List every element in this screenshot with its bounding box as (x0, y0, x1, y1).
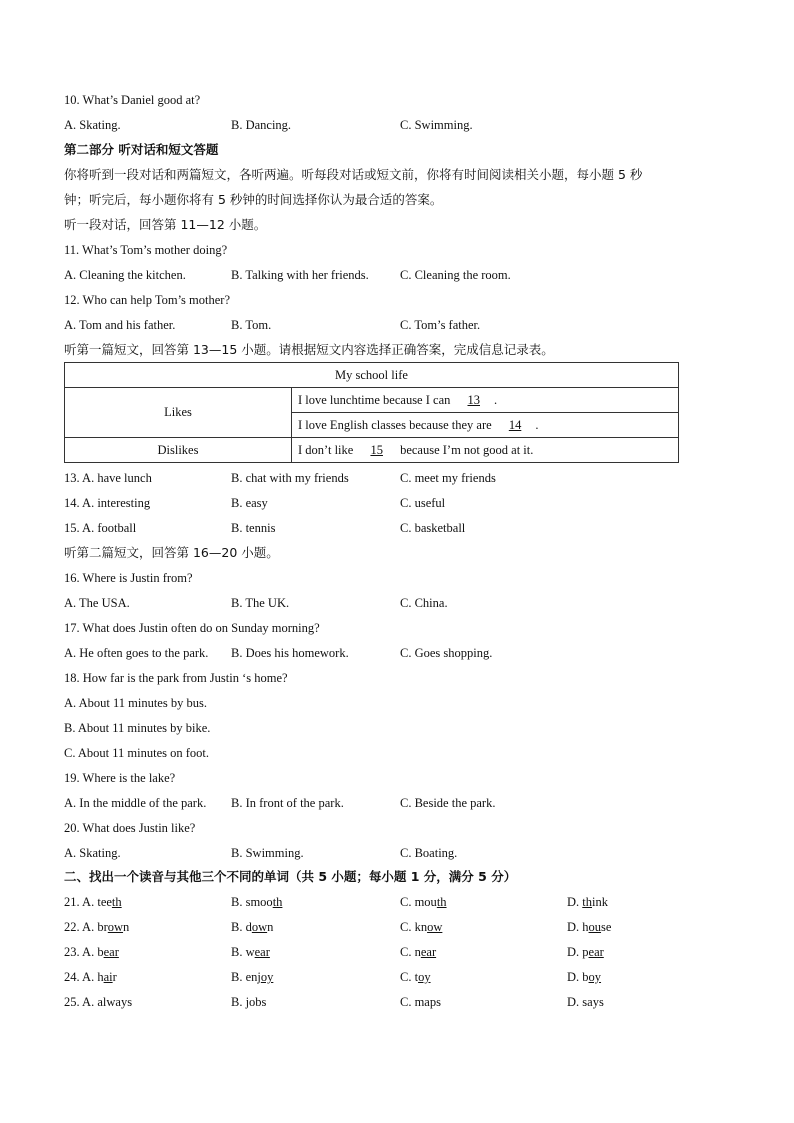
phonics-option-d (567, 994, 604, 1010)
section-heading: 第二部分 听对话和短文答题 (64, 142, 219, 157)
word-part: h (97, 970, 104, 984)
word-part: D. h (567, 920, 589, 934)
option-a: A. About 11 minutes by bus. (64, 696, 207, 710)
option-a: A. Skating. (64, 846, 121, 860)
word-part: n (267, 920, 274, 934)
question-stem: 17. What does Justin often do on Sunday morning? (64, 621, 320, 635)
question-stem: 20. What does Justin like? (64, 821, 196, 835)
phonics-option-a (64, 969, 117, 985)
underlined-letters: th (436, 895, 447, 909)
word-part: D. b (567, 970, 589, 984)
underlined-letters: oy (418, 970, 431, 984)
dislikes-label: Dislikes (65, 438, 292, 463)
option-b: B. Swimming. (231, 846, 304, 860)
option-b: B. easy (231, 496, 268, 510)
underlined-letters: th (111, 895, 122, 909)
phonics-option-a (64, 994, 132, 1010)
question-number: 23. A. (64, 945, 98, 959)
underlined-letters: ow (251, 920, 268, 934)
option-b: B. About 11 minutes by bike. (64, 721, 211, 735)
option-b: B. Tom. (231, 318, 272, 332)
passage2-intro: 听第二篇短文，回答第 16—20 小题。 (64, 545, 279, 560)
phonics-option-d (567, 969, 601, 985)
instructions-line-2: 钟；听完后，每小题你将有 5 秒钟的时间选择你认为最合适的答案。 (64, 192, 443, 207)
option-c: C. Beside the park. (400, 796, 496, 810)
phonics-option-a (64, 919, 129, 935)
phonics-option-c (400, 994, 441, 1010)
underlined-letters: ear (103, 945, 119, 959)
option-c: C. Tom’s father. (400, 318, 481, 332)
option-a: A. Cleaning the kitchen. (64, 268, 186, 282)
option-b: B. In front of the park. (231, 796, 344, 810)
underlined-letters: oy (588, 970, 602, 984)
phonics-option-c (400, 894, 447, 910)
question-stem: 19. Where is the lake? (64, 771, 176, 785)
option-c: C. Swimming. (400, 118, 473, 132)
word-part: b (97, 945, 104, 959)
word-part: ink (592, 895, 608, 909)
word-part: tee (97, 895, 112, 909)
option-c: C. About 11 minutes on foot. (64, 746, 210, 760)
question-number: 24. A. (64, 970, 98, 984)
underlined-letters: ow (107, 920, 124, 934)
underlined-letters: ear (420, 945, 437, 959)
underlined-letters: ear (254, 945, 270, 959)
option-c: C. meet my friends (400, 471, 496, 485)
phonics-option-b (231, 994, 266, 1010)
word-part: r (112, 970, 117, 984)
answer-blank-14[interactable]: 14 (508, 417, 522, 432)
word-part: C. mou (400, 895, 437, 909)
question-stem: 10. What’s Daniel good at? (64, 93, 201, 107)
word-part: br (97, 920, 108, 934)
phonics-option-c (400, 919, 442, 935)
phonics-option-d (567, 894, 608, 910)
phonics-option-d (567, 919, 611, 935)
option-c: C. Cleaning the room. (400, 268, 511, 282)
option-b: B. The UK. (231, 596, 290, 610)
word-part: B. enj (231, 970, 261, 984)
phonics-option-b (231, 944, 270, 960)
phonics-option-b (231, 894, 282, 910)
option-c: C. China. (400, 596, 448, 610)
word-part: B. w (231, 945, 255, 959)
option-a: A. In the middle of the park. (64, 796, 207, 810)
question-number: 22. A. (64, 920, 98, 934)
word-part: se (601, 920, 612, 934)
underlined-letters: ai (103, 970, 113, 984)
word-part: B. smoo (231, 895, 273, 909)
word-part: C. n (400, 945, 421, 959)
phonics-option-c (400, 944, 436, 960)
option-a: 14. A. interesting (64, 496, 151, 510)
option-c: C. Goes shopping. (400, 646, 493, 660)
question-number: 25. A. (64, 995, 98, 1009)
question-stem: 12. Who can help Tom’s mother? (64, 293, 230, 307)
question-stem: 16. Where is Justin from? (64, 571, 193, 585)
option-c: C. basketball (400, 521, 466, 535)
phonics-option-d (567, 944, 604, 960)
info-table (64, 362, 679, 463)
phonics-option-b (231, 919, 273, 935)
question-stem: 18. How far is the park from Justin ‘s home? (64, 671, 288, 685)
likes-label: Likes (65, 388, 292, 438)
phonics-option-b (231, 969, 273, 985)
table-row-1: I love lunchtime because I can 13 . (292, 388, 679, 413)
option-a: A. Skating. (64, 118, 121, 132)
dialog-intro: 听一段对话，回答第 11—12 小题。 (64, 217, 267, 232)
option-a: 15. A. football (64, 521, 137, 535)
underlined-letters: ow (427, 920, 443, 934)
phonics-option-a (64, 944, 119, 960)
underlined-letters: th (582, 895, 593, 909)
word-part: B. jobs (231, 995, 267, 1009)
option-b: B. Talking with her friends. (231, 268, 369, 282)
answer-blank-13[interactable]: 13 (467, 392, 480, 407)
question-number: 21. A. (64, 895, 98, 909)
underlined-letters: th (272, 895, 283, 909)
phonics-option-a (64, 894, 122, 910)
option-c: C. useful (400, 496, 446, 510)
option-a: A. The USA. (64, 596, 130, 610)
question-stem: 11. What’s Tom’s mother doing? (64, 243, 228, 257)
answer-blank-15[interactable]: 15 (370, 442, 383, 457)
option-b: B. chat with my friends (231, 471, 349, 485)
underlined-letters: oy (260, 970, 274, 984)
phonics-option-c (400, 969, 431, 985)
option-b: B. tennis (231, 521, 276, 535)
word-part: D. p (567, 945, 589, 959)
word-part: C. kn (400, 920, 428, 934)
word-part: D. says (567, 995, 604, 1009)
table-title: My school life (65, 363, 679, 388)
option-a: A. He often goes to the park. (64, 646, 209, 660)
word-part: always (97, 995, 133, 1009)
option-b: B. Does his homework. (231, 646, 349, 660)
instructions-line-1: 你将听到一段对话和两篇短文，各听两遍。听每段对话或短文前，你将有时间阅读相关小题，每小题 5 秒 (64, 167, 643, 182)
passage1-intro: 听第一篇短文，回答第 13—15 小题。请根据短文内容选择正确答案，完成信息记录表。 (64, 342, 554, 357)
option-b: B. Dancing. (231, 118, 292, 132)
word-part: n (123, 920, 130, 934)
word-part: B. d (231, 920, 252, 934)
option-a: A. Tom and his father. (64, 318, 176, 332)
option-a: 13. A. have lunch (64, 471, 152, 485)
option-c: C. Boating. (400, 846, 458, 860)
section-heading: 二、找出一个读音与其他三个不同的单词（共 5 小题；每小题 1 分，满分 5 分） (64, 869, 517, 884)
underlined-letters: ear (588, 945, 604, 959)
table-row-3: I don’t like 15 because I’m not good at it. (292, 438, 679, 463)
word-part: C. t (400, 970, 419, 984)
underlined-letters: ou (588, 920, 602, 934)
word-part: C. maps (400, 995, 441, 1009)
table-row-2: I love English classes because they are 14 . (292, 413, 679, 438)
word-part: D. (567, 895, 583, 909)
